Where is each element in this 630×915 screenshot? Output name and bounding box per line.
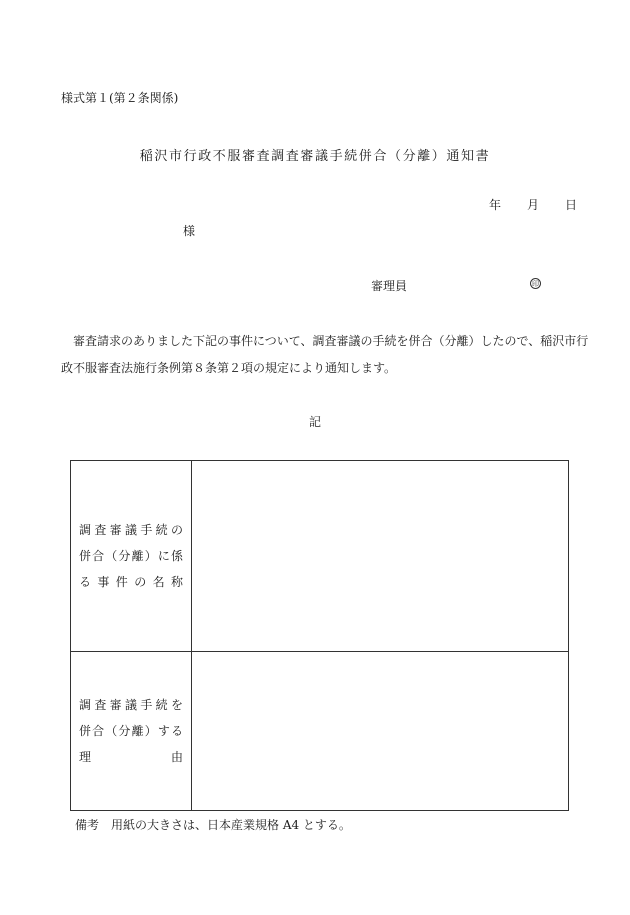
document-title: 稲沢市行政不服審査調査審議手続併合（分離）通知書: [139, 149, 491, 164]
reason-label-cell: [71, 652, 192, 811]
addressee-suffix: 様: [183, 224, 196, 238]
ki-heading: 記: [308, 415, 321, 429]
label-line: 併合（分離）に係: [79, 549, 183, 563]
date-year-label: 年: [489, 198, 502, 212]
details-table: [70, 460, 569, 811]
form-number: 様式第１(第２条関係): [61, 91, 179, 105]
case-name-value-cell: [192, 461, 569, 652]
label-line: 理由: [79, 750, 183, 764]
seal-icon: 印: [532, 280, 539, 288]
label-line: る事件の名称: [79, 575, 183, 589]
label-line: 併合（分離）する: [79, 724, 183, 738]
examiner-label: 審理員: [371, 279, 408, 293]
remarks-note: 備考 用紙の大きさは、日本産業規格 A4 とする。: [75, 818, 351, 832]
notice-body-text: 審査請求のありました下記の事件について、調査審議の手続を併合（分離）したので、稲沢市行政不服審査法施行条例第８条第２項の規定により通知します。: [61, 334, 589, 375]
date-day-label: 日: [565, 198, 578, 212]
label-line: 調査審議手続の: [79, 523, 183, 537]
label-line: 調査審議手続を: [79, 698, 183, 712]
date-month-label: 月: [527, 198, 540, 212]
table-row: [71, 461, 569, 652]
case-name-label-cell: [71, 461, 192, 652]
reason-value-cell: [192, 652, 569, 811]
table-row: [71, 652, 569, 811]
